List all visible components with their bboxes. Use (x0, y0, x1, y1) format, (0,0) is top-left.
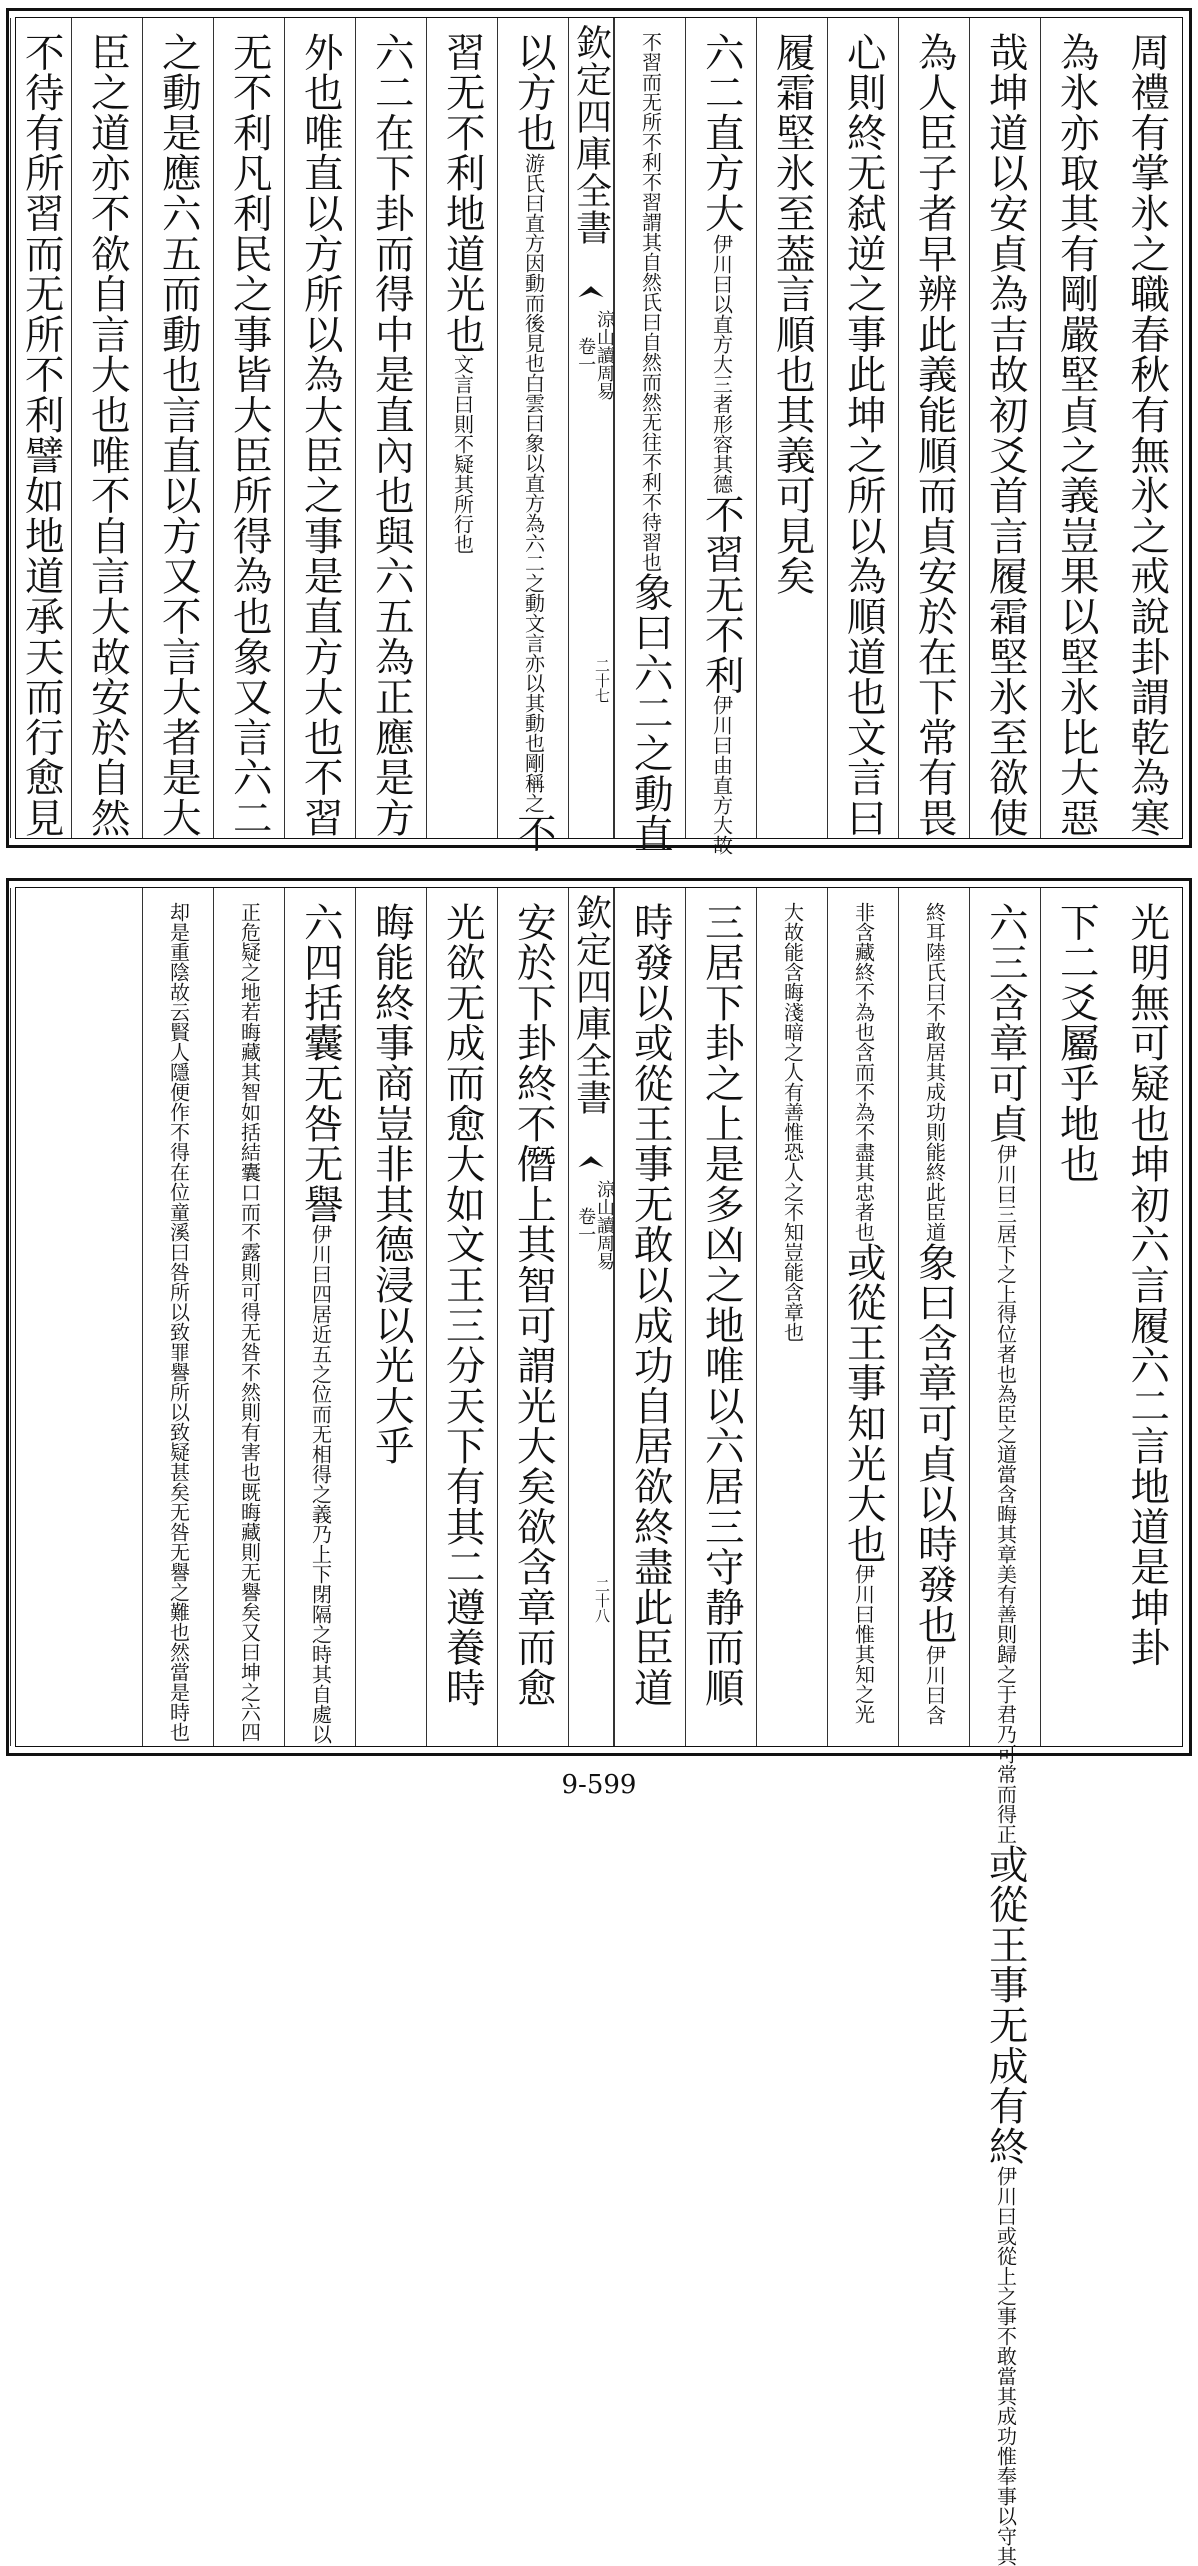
text-column (969, 18, 1040, 838)
text-column (213, 18, 284, 838)
column-text: 六二直方大 伊川曰以直方大三者形容其德 不習无不利 伊川曰由直方大故 (698, 32, 745, 855)
commentary: 伊川曰四居近五之位而无相得之義乃上下閉隔之時其自處以 (308, 1224, 333, 1745)
column-text: 安於下卦終不僭上其智可謂光大矣欲含章而愈 (510, 902, 557, 1708)
text-column (355, 18, 426, 838)
text-column (898, 18, 969, 838)
text-column (142, 888, 213, 1746)
fishtail-mark-icon (577, 1150, 605, 1172)
commentary: 伊川曰含 (922, 1645, 947, 1725)
text-column (685, 888, 756, 1746)
text-column (1040, 888, 1111, 1746)
text-column (614, 888, 685, 1746)
commentary: 終耳陸氏曰不敢居其成功則能終此臣道 (922, 902, 947, 1242)
text-column (142, 18, 213, 838)
column-text: 周禮有掌氷之職春秋有無氷之戒說卦謂乾為寒 (1124, 32, 1171, 838)
blank-area (10, 888, 142, 1746)
column-text (214, 902, 284, 1742)
column-text: 六三含章可貞 伊川曰三居下之上得位者也為臣之道當含晦其章美有善則歸之于君乃可常而得正 或從王事无成有終 伊川曰或從上之事不敢當其成功惟奉事以守其 (982, 902, 1029, 2566)
center-gutter (568, 888, 614, 1746)
commentary: 却是重陰故云賢人隱便作不得在位童溪曰咎所以致罪譽所以致疑甚矣无咎无譽之難也然當是時也 (166, 902, 191, 1742)
text-column (284, 18, 355, 838)
text-column (426, 888, 497, 1746)
text-column (213, 888, 284, 1746)
column-text: 外也唯直以方所以為大臣之事是直方大也不習 (297, 32, 344, 838)
column-text (757, 902, 827, 1738)
text-column (1111, 888, 1182, 1746)
column-text: 不待有所習而无所不利譬如地道承天而行愈見 (18, 32, 65, 838)
center-gutter (568, 18, 614, 838)
column-text (143, 902, 213, 1742)
book-name: 涼山讀周易 (594, 1180, 615, 1270)
column-text: 以方也 游氏曰直方因動而後見也白雲曰象以直方為六二之動文言亦以其動也剛稱之 不 (510, 32, 557, 854)
text-column (497, 888, 568, 1746)
text-column (827, 888, 898, 1746)
volume-info (569, 310, 613, 400)
column-text: 習无不利地道光也 文言曰則不疑其所行也 (439, 32, 486, 555)
column-text: 履霜堅氷至葢言順也其義可見矣 (769, 32, 816, 597)
commentary: 文言曰則不疑其所行也 (450, 354, 475, 555)
commentary: 游氏曰直方因動而後見也白雲曰象以直方為六二之動文言亦以其動也剛稱之 (521, 152, 546, 813)
text-column (614, 18, 685, 855)
column-text: 非含藏終不為也含而不為不盡其忠者也 或從王事知光大也 伊川曰惟其知之光 (840, 902, 887, 1725)
commentary: 伊川曰或從上之事不敢當其成功惟奉事以守其 (993, 2166, 1018, 2566)
column-text: 六二在下卦而得中是直內也與六五為正應是方 (368, 32, 415, 838)
page-top-frame (15, 17, 1183, 855)
text-column (71, 18, 142, 838)
column-text: 哉坤道以安貞為吉故初爻首言履霜堅氷至欲使 (982, 32, 1029, 838)
column-text: 光明無可疑也坤初六言履六二言地道是坤卦 (1124, 902, 1171, 1668)
page-top (6, 8, 1192, 855)
column-text: 臣之道亦不欲自言大也唯不自言大故安於自然 (84, 32, 131, 838)
text-column (426, 18, 497, 838)
volume-label: 卷一 (575, 337, 597, 373)
text-column (497, 18, 568, 854)
text-column (1040, 18, 1111, 838)
text-column (284, 888, 355, 1746)
column-text: 下二爻屬乎地也 (1053, 902, 1100, 1185)
commentary: 正危疑之地若晦藏其智如括結囊口而不露則可得无咎不然則有害也既晦藏則无譽矣又曰坤之六四 (237, 902, 262, 1742)
text-column (827, 18, 898, 838)
commentary: 伊川曰三居下之上得位者也為臣之道當含晦其章美有善則歸之于君乃可常而得正 (993, 1143, 1018, 1844)
folio-number: 二十七 (593, 658, 611, 703)
commentary: 伊川曰由直方大故 (709, 695, 734, 855)
volume-label: 卷一 (575, 1207, 597, 1243)
column-text: 終耳陸氏曰不敢居其成功則能終此臣道 象曰含章可貞以時發也 伊川曰含 (911, 902, 958, 1725)
commentary: 伊川曰惟其知之光 (851, 1564, 876, 1725)
column-text: 三居下卦之上是多凶之地唯以六居三守静而順 (698, 902, 745, 1708)
commentary: 非含藏終不為也含而不為不盡其忠者也 (851, 902, 876, 1242)
column-text: 之動是應六五而動也言直以方又不言大者是大 (155, 32, 202, 838)
column-text: 无不利凡利民之事皆大臣所得為也象又言六二 (226, 32, 273, 838)
fishtail-mark-icon (577, 280, 605, 302)
column-text: 時發以或從王事无敢以成功自居欲終盡此臣道 (627, 902, 674, 1708)
text-column (355, 888, 426, 1746)
column-text: 不習而无所不利不習謂其自然氏曰自然而然无往不利不待習也 象曰六二之動直 (627, 32, 674, 855)
column-text: 心則終无弑逆之事此坤之所以為順道也文言曰 (840, 32, 887, 838)
text-column (685, 18, 756, 855)
book-title: 欽定四庫全書 (570, 24, 612, 246)
column-text: 為人臣子者早辨此義能順而貞安於在下常有畏 (911, 32, 958, 838)
commentary: 伊川曰以直方大三者形容其德 (709, 233, 734, 494)
commentary: 大故能含晦淺暗之人有善惟恐人之不知豈能含章也 (780, 902, 805, 1342)
text-column (756, 18, 827, 838)
book-name: 涼山讀周易 (594, 310, 615, 400)
page-number: 9-599 (561, 1770, 637, 1800)
folio-number: 二十八 (593, 1578, 611, 1623)
text-column (969, 888, 1040, 2566)
volume-info (569, 1180, 613, 1270)
book-title: 欽定四庫全書 (570, 894, 612, 1116)
text-column (756, 888, 827, 1746)
column-text: 六四括囊无咎无譽 伊川曰四居近五之位而无相得之義乃上下閉隔之時其自處以 (297, 902, 344, 1745)
text-column (898, 888, 969, 1746)
text-column (10, 18, 71, 838)
column-text: 光欲无成而愈大如文王三分天下有其二遵養時 (439, 902, 486, 1708)
text-column (1111, 18, 1182, 838)
column-text: 為氷亦取其有剛嚴堅貞之義豈果以堅氷比大惡 (1053, 32, 1100, 838)
column-text: 晦能終事商豈非其德浸以光大乎 (368, 902, 415, 1467)
commentary: 不習而无所不利不習謂其自然氏曰自然而然无往不利不待習也 (638, 32, 663, 572)
